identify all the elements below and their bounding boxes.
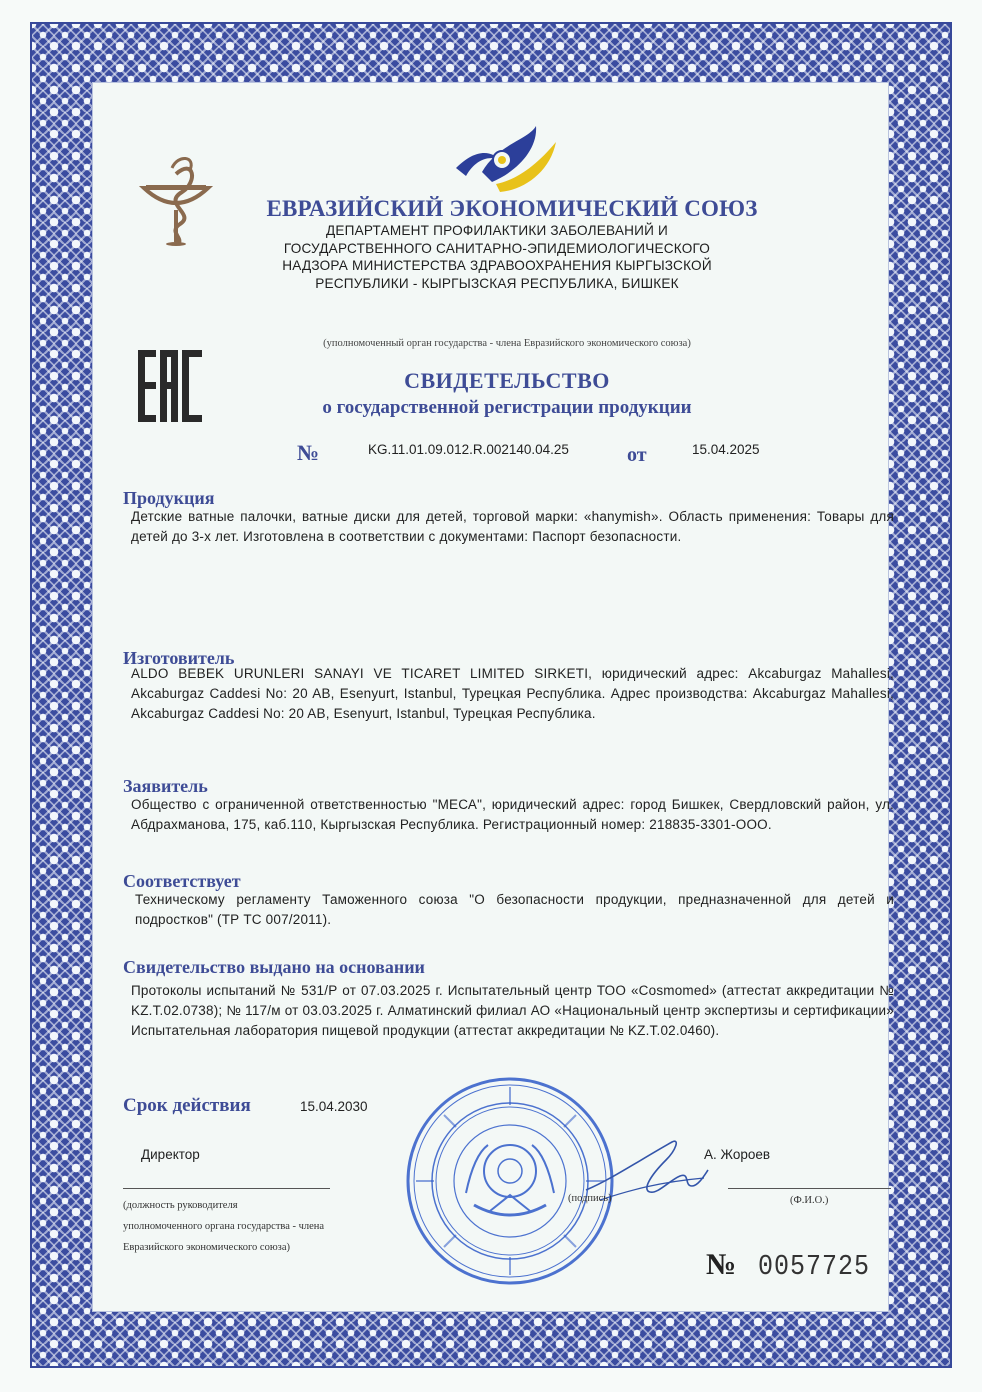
basis-heading: Свидетельство выдано на основании — [123, 957, 425, 977]
name-caption: (Ф.И.О.) — [790, 1195, 829, 1206]
applicant-heading: Заявитель — [123, 776, 208, 796]
signature-caption: (подпись) — [568, 1193, 612, 1204]
position-caption-line: Евразийского экономического союза) — [123, 1242, 290, 1253]
validity-date: 15.04.2030 — [300, 1099, 368, 1114]
applicant-text: Общество с ограниченной ответственностью "МЕСА", юридический адрес: город Бишкек, Свердловский район, ул. Абдрахманова, 175, каб.110, Кыргызская Республика. Регистрационный номер: 218835-3301-ООО. — [131, 797, 894, 832]
product-heading: Продукция — [123, 488, 215, 508]
position-line — [123, 1188, 330, 1189]
position-caption-line: (должность руководителя — [123, 1200, 238, 1211]
validity-label: Срок действия — [123, 1095, 251, 1116]
date-prefix: от — [627, 444, 647, 466]
certificate-title: СВИДЕТЕЛЬСТВО — [404, 368, 610, 393]
position-caption — [123, 1195, 373, 1258]
name-line — [728, 1188, 891, 1189]
bowl-of-hygieia-icon — [138, 148, 214, 246]
union-name: ЕВРАЗИЙСКИЙ ЭКОНОМИЧЕСКИЙ СОЮЗ — [266, 196, 758, 221]
conformity-heading: Соответствует — [123, 871, 241, 891]
registration-date: 15.04.2025 — [692, 442, 760, 457]
department-line: РЕСПУБЛИКИ - КЫРГЫЗСКАЯ РЕСПУБЛИКА, БИШКЕК — [315, 275, 679, 291]
manufacturer-heading: Изготовитель — [123, 648, 235, 668]
signer-position: Директор — [141, 1147, 200, 1162]
basis-text: Протоколы испытаний № 531/Р от 07.03.2025 г. Испытательный центр ТОО «Cosmomed» (аттестат аккредитации № KZ.T.02.0738); № 117/м от 03.03.2025 г. Алматинский филиал АО «Национальный центр экспертизы и сертификации» Испытательная лаборатория пищевой продукции (аттестат аккредитации № KZ.T.02.0460). — [131, 983, 894, 1038]
department-name — [222, 222, 772, 292]
conformity-text: Техническому регламенту Таможенного союза "О безопасности продукции, предназначенной для детей и подростков" (ТР ТС 007/2011). — [135, 892, 894, 927]
serial-sign: № — [706, 1248, 737, 1281]
authority-note: (уполномоченный орган государства - члена Евразийского экономического союза) — [323, 338, 691, 349]
eac-mark-icon — [138, 350, 202, 422]
manufacturer-text: ALDO BEBEK URUNLERI SANAYI VE TICARET LIMITED SIRKETI, юридический адрес: Akcaburgaz Mahallesi, Akcaburgaz Caddesi No: 20 AB, Esenyurt, Istanbul, Турецкая Республика. Адрес производства: Akcaburgaz Mahallesi, Akcaburgaz Caddesi No: 20 AB, Esenyurt, Istanbul, Турецкая Республика. — [131, 666, 894, 721]
department-line: ГОСУДАРСТВЕННОГО САНИТАРНО-ЭПИДЕМИОЛОГИЧЕСКОГО — [283, 240, 711, 256]
position-caption-line: уполномоченного органа государства - члена — [123, 1221, 325, 1232]
registration-number: KG.11.01.09.012.R.002140.04.25 — [368, 442, 569, 457]
eaeu-logo-icon — [452, 120, 560, 194]
signer-name: А. Жороев — [704, 1147, 771, 1162]
certificate-subtitle: о государственной регистрации продукции — [322, 397, 692, 418]
number-sign: № — [297, 440, 320, 465]
product-text: Детские ватные палочки, ватные диски для детей, торговой марки: «hanymish». Область применения: Товары для детей до 3-х лет. Изготовлена в соответствии с документами: Паспорт безопасности. — [131, 509, 894, 544]
department-line: ДЕПАРТАМЕНТ ПРОФИЛАКТИКИ ЗАБОЛЕВАНИЙ И — [325, 223, 669, 238]
department-line: НАДЗОРА МИНИСТЕРСТВА ЗДРАВООХРАНЕНИЯ КЫРГЫЗСКОЙ — [282, 258, 712, 273]
serial-number: 0057725 — [758, 1249, 871, 1284]
